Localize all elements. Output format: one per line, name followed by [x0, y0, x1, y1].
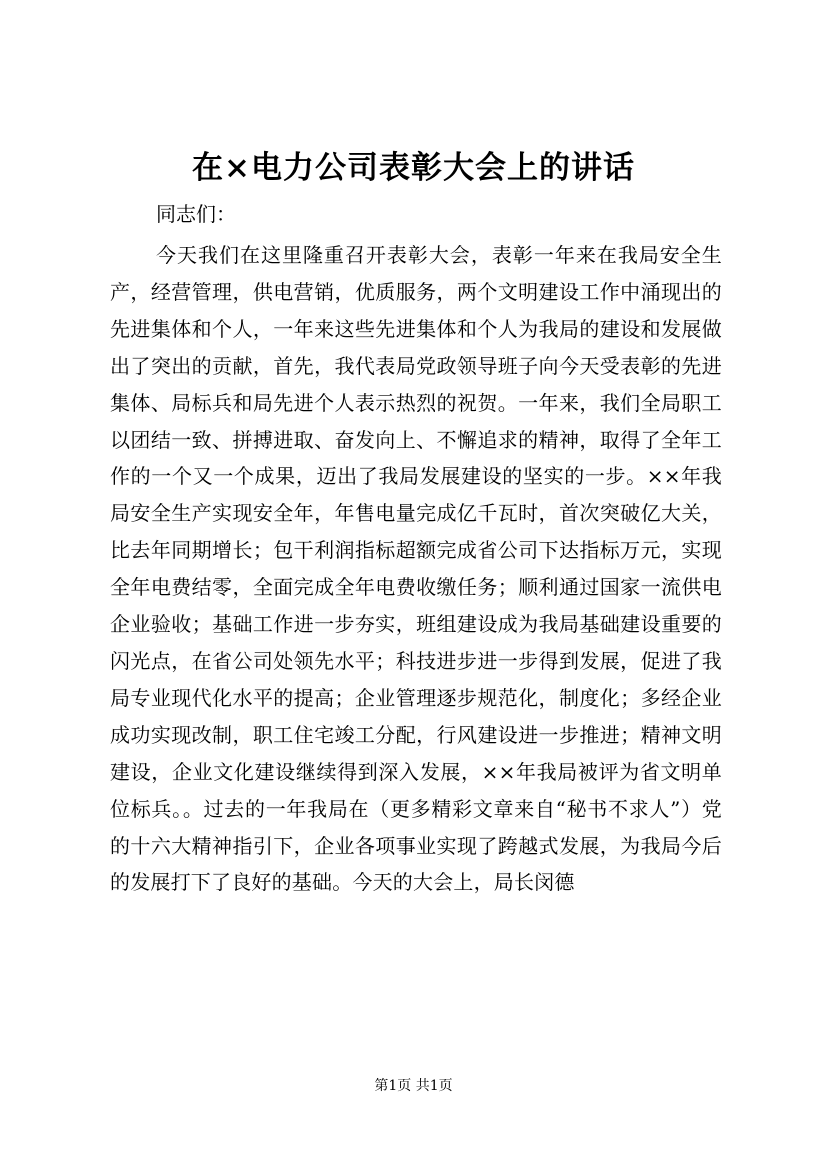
document-title: 在×电力公司表彰大会上的讲话	[192, 150, 635, 186]
body-paragraph: 今天我们在这里隆重召开表彰大会，表彰一年来在我局安全生产，经营管理，供电营销，优质服务，两个文明建设工作中涌现出的先进集体和个人，一年来这些先进集体和个人为我局的建设和发展做出了突出的贡献，首先，我代表局党政领导班子向今天受表彰的先进集体、局标兵和局先进个人表示热烈的祝贺。一年来，我们全局职工以团结一致、拼搏进取、奋发向上、不懈追求的精神，取得了全年工作的一个又一个成果，迈出了我局发展建设的坚实的一步。××年我局安全生产实现安全年，年售电量完成亿千瓦时，首次突破亿大关，比去年同期增长；包干利润指标超额完成省公司下达指标万元，实现全年电费结零，全面完成全年电费收缴任务；顺利通过国家一流供电企业验收；基础工作进一步夯实，班组建设成为我局基础建设重要的闪光点，在省公司处领先水平；科技进步进一步得到发展，促进了我局专业现代化水平的提高；企业管理逐步规范化，制度化；多经企业成功实现改制，职工住宅竣工分配，行风建设进一步推进；精神文明建设，企业文化建设继续得到深入发展，××年我局被评为省文明单位标兵。。过去的一年我局在（更多精彩文章来自“秘书不求人”）党的十六大精神指引下，企业各项事业实现了跨越式发展，为我局今后的发展打下了良好的基础。今天的大会上，局长闵德	[110, 243, 722, 895]
salutation: 同志们：	[156, 202, 236, 226]
page-footer: 第1页 共1页	[374, 1078, 453, 1094]
